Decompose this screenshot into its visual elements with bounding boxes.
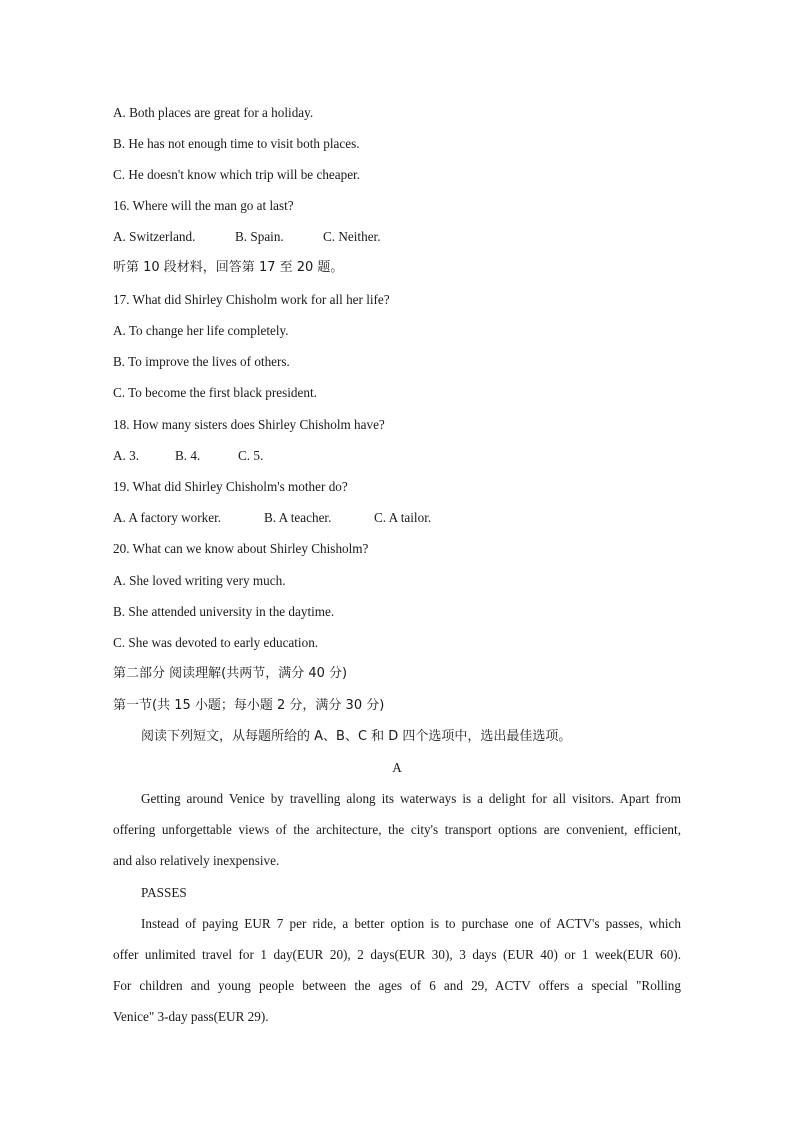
q16-option-a: A. Switzerland.	[113, 229, 196, 244]
passage-a-para1-line1: Getting around Venice by travelling along its waterways is a delight for all visitors. Apart from	[141, 791, 681, 806]
q15-option-c: C. He doesn't know which trip will be cheaper.	[113, 167, 361, 182]
q16-option-b: B. Spain.	[235, 229, 284, 244]
q18-option-a: A. 3.	[113, 448, 140, 463]
q20-option-b: B. She attended university in the daytime.	[113, 604, 335, 619]
q20-question: 20. What can we know about Shirley Chisholm?	[113, 541, 369, 556]
passage-a-para1-line2: offering unforgettable views of the architecture, the city's transport options are convenient, efficient,	[113, 822, 681, 837]
q18-question: 18. How many sisters does Shirley Chisholm have?	[113, 417, 385, 432]
q17-option-a: A. To change her life completely.	[113, 323, 289, 338]
q19-options	[113, 509, 683, 527]
passage-a-para2-line2: offer unlimited travel for 1 day(EUR 20), 2 days(EUR 30), 3 days (EUR 40) or 1 week(EUR 60).	[113, 947, 681, 962]
part2-heading: 第二部分 阅读理解(共两节，满分 40 分)	[113, 666, 348, 681]
part2-instruction: 阅读下列短文，从每题所给的 A、B、C 和 D 四个选项中，选出最佳选项。	[141, 729, 572, 744]
part2-section1-heading: 第一节(共 15 小题；每小题 2 分，满分 30 分)	[113, 698, 385, 713]
q17-question: 17. What did Shirley Chisholm work for all her life?	[113, 292, 390, 307]
q19-option-b: B. A teacher.	[264, 510, 332, 525]
q18-option-c: C. 5.	[238, 448, 264, 463]
q19-question: 19. What did Shirley Chisholm's mother do?	[113, 479, 348, 494]
passage-a-letter: A	[392, 760, 402, 775]
q16-option-c: C. Neither.	[323, 229, 381, 244]
q16-options	[113, 228, 683, 246]
q18-options	[113, 447, 683, 465]
section10-heading: 听第 10 段材料，回答第 17 至 20 题。	[113, 260, 344, 275]
q19-option-c: C. A tailor.	[374, 510, 432, 525]
passage-a-para2-line3: For children and young people between the ages of 6 and 29, ACTV offers a special "Rolling	[113, 978, 681, 993]
q20-option-c: C. She was devoted to early education.	[113, 635, 319, 650]
q19-option-a: A. A factory worker.	[113, 510, 222, 525]
q16-question: 16. Where will the man go at last?	[113, 198, 294, 213]
q15-option-a: A. Both places are great for a holiday.	[113, 105, 314, 120]
passes-heading: PASSES	[141, 885, 187, 900]
passage-a-para1-line3: and also relatively inexpensive.	[113, 853, 280, 868]
q15-option-b: B. He has not enough time to visit both places.	[113, 136, 360, 151]
passage-a-para2-line1: Instead of paying EUR 7 per ride, a better option is to purchase one of ACTV's passes, which	[141, 916, 681, 931]
q17-option-b: B. To improve the lives of others.	[113, 354, 290, 369]
q20-option-a: A. She loved writing very much.	[113, 573, 286, 588]
q17-option-c: C. To become the first black president.	[113, 385, 317, 400]
passage-a-para2-line4: Venice" 3-day pass(EUR 29).	[113, 1009, 269, 1024]
q18-option-b: B. 4.	[175, 448, 201, 463]
